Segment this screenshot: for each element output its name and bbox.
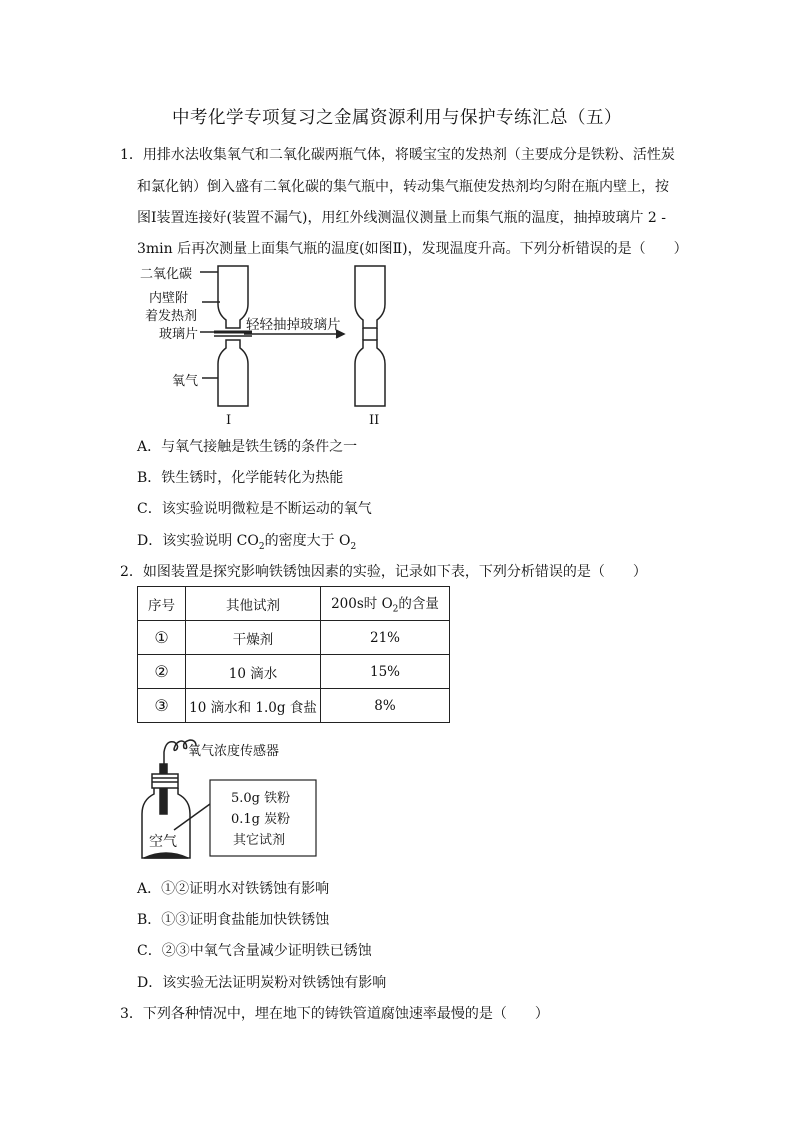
figure-label-2: II bbox=[369, 413, 380, 428]
page-title: 中考化学专项复习之金属资源利用与保护专练汇总（五） bbox=[172, 108, 622, 128]
table-cell: 10 滴水和 1.0g 食盐 bbox=[186, 689, 321, 723]
q2-option-c: C．②③中氧气含量减少证明铁已锈蚀 bbox=[137, 943, 372, 959]
q1-line-3: 图Ⅰ装置连接好(装置不漏气)，用红外线测温仪测量上而集气瓶的温度，抽掉玻璃片 2 - bbox=[137, 210, 666, 226]
q1-option-c: C．该实验说明微粒是不断运动的氧气 bbox=[137, 501, 372, 517]
table-cell: 10 滴水 bbox=[186, 655, 321, 689]
table-header: 其他试剂 bbox=[186, 587, 321, 621]
q1-option-a: A．与氧气接触是铁生锈的条件之一 bbox=[137, 439, 358, 455]
q1-line-1: 1．用排水法收集氧气和二氧化碳两瓶气体，将暖宝宝的发热剂（主要成分是铁粉、活性炭 bbox=[120, 147, 675, 163]
table-cell: 8% bbox=[321, 689, 450, 723]
q2-option-b: B．①③证明食盐能加快铁锈蚀 bbox=[137, 912, 330, 928]
q1-line-4: 3min 后再次测量上面集气瓶的温度(如图Ⅱ)，发现温度升高。下列分析错误的是（ ） bbox=[137, 241, 688, 257]
q3-stem: 3．下列各种情况中，埋在地下的铸铁管道腐蚀速率最慢的是（ ） bbox=[120, 1006, 549, 1022]
box-line-3: 其它试剂 bbox=[233, 833, 286, 848]
label-wall-2: 着发热剂 bbox=[145, 309, 198, 324]
table-row bbox=[138, 655, 450, 689]
sensor-label: 氧气浓度传感器 bbox=[188, 744, 280, 759]
q1-line-2: 和氯化钠）倒入盛有二氧化碳的集气瓶中，转动集气瓶使发热剂均匀附在瓶内壁上，按 bbox=[137, 179, 669, 195]
table-cell: 干燥剂 bbox=[186, 621, 321, 655]
q1-option-d: D．该实验说明 $CO_2$的密度大于 $O_2$ bbox=[137, 533, 357, 552]
table-cell: ① bbox=[138, 621, 186, 655]
q2-option-d: D．该实验无法证明炭粉对铁锈蚀有影响 bbox=[137, 975, 387, 991]
table-cell: 21% bbox=[321, 621, 450, 655]
q2-stem: 2．如图装置是探究影响铁锈蚀因素的实验，记录如下表，下列分析错误的是（ ） bbox=[120, 564, 647, 580]
label-wall-1: 内壁附 bbox=[149, 291, 189, 306]
table-row bbox=[138, 621, 450, 655]
table-cell: ③ bbox=[138, 689, 186, 723]
air-label: 空气 bbox=[149, 834, 177, 850]
label-co2: 二氧化碳 bbox=[140, 267, 193, 282]
figure-label-1: I bbox=[226, 413, 232, 428]
label-o2: 氧气 bbox=[172, 374, 199, 389]
table-cell: ② bbox=[138, 655, 186, 689]
table-cell: 15% bbox=[321, 655, 450, 689]
arrow-text: 轻轻抽掉玻璃片 bbox=[246, 317, 341, 333]
table-header: 序号 bbox=[138, 587, 186, 621]
box-line-2: 0.1g 炭粉 bbox=[231, 812, 291, 827]
label-glass-plate: 玻璃片 bbox=[159, 327, 199, 342]
table-header: 200s时 $O_2$的含量 bbox=[321, 587, 450, 621]
q2-option-a: A．①②证明水对铁锈蚀有影响 bbox=[137, 881, 330, 897]
table-row bbox=[138, 689, 450, 723]
q1-option-b: B．铁生锈时，化学能转化为热能 bbox=[137, 470, 344, 486]
table-header-row bbox=[138, 587, 450, 621]
q2-data-table bbox=[137, 586, 450, 723]
box-line-1: 5.0g 铁粉 bbox=[231, 791, 291, 806]
